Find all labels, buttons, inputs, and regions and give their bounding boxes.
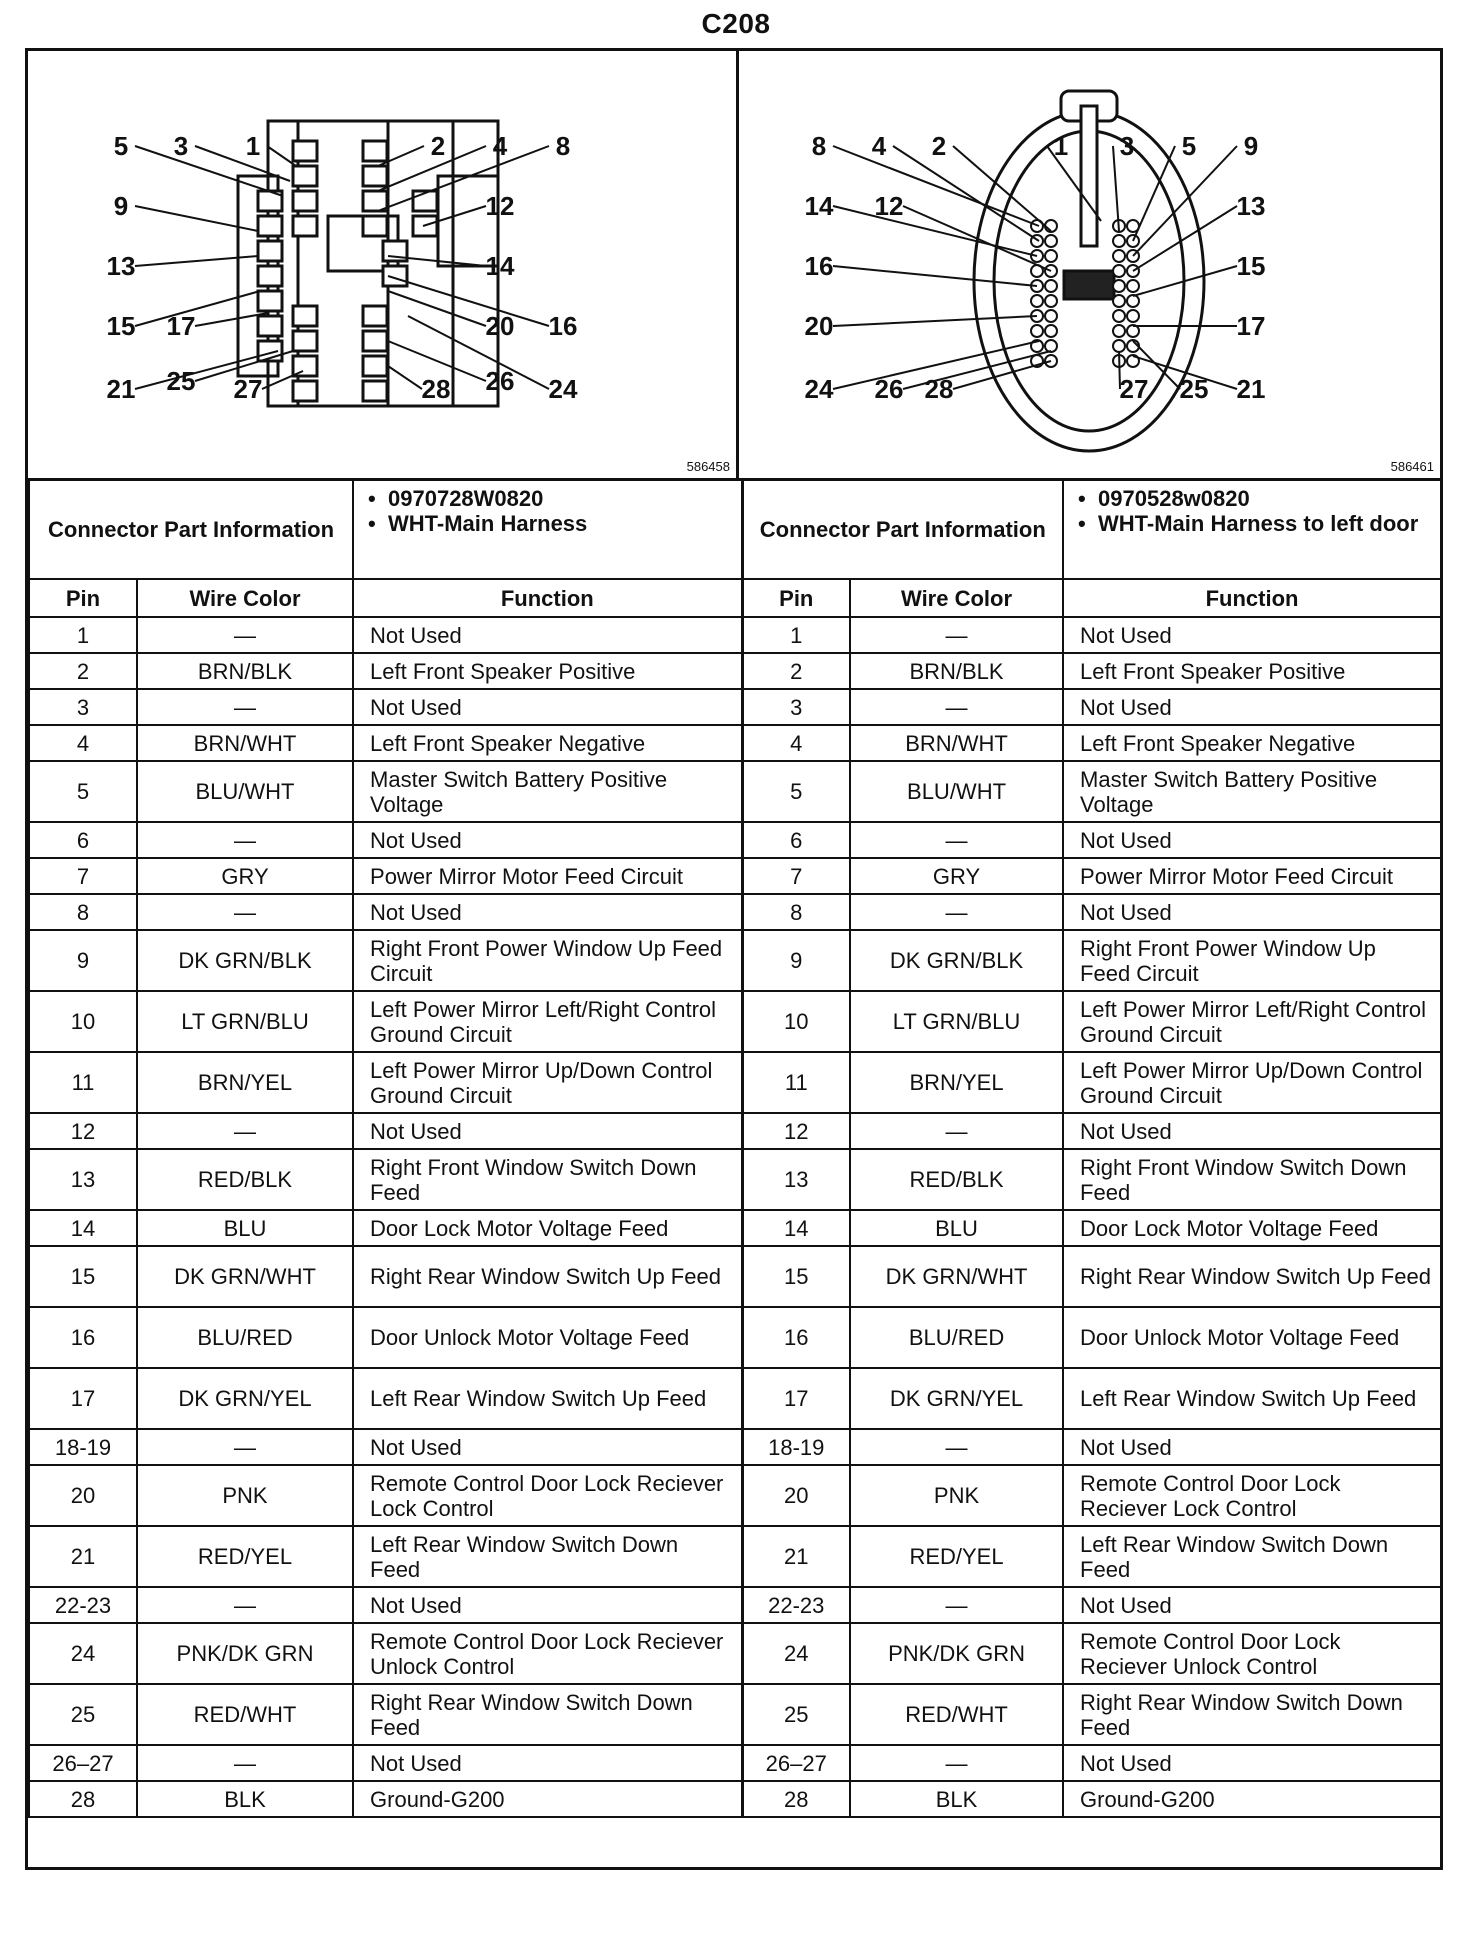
pin-label: 1	[1053, 131, 1069, 161]
pin-label: 28	[924, 374, 954, 404]
pin-cell: 11	[742, 1052, 850, 1113]
pin-cell: 14	[742, 1210, 850, 1246]
connector-frame	[25, 48, 1443, 1870]
pin-cell: 13	[29, 1149, 137, 1210]
cavity	[293, 216, 317, 236]
wire-color-cell: BRN/YEL	[850, 1052, 1063, 1113]
cavity	[1031, 295, 1043, 307]
pin-cell: 14	[29, 1210, 137, 1246]
table-row	[29, 725, 1441, 761]
col-pin: Pin	[742, 579, 850, 617]
wire-color-cell: —	[850, 617, 1063, 653]
cavity	[363, 216, 387, 236]
function-cell: Not Used	[353, 1429, 742, 1465]
wire-color-cell: —	[850, 689, 1063, 725]
table-row	[29, 1587, 1441, 1623]
right-connector-diagram	[739, 51, 1440, 478]
function-cell: Right Rear Window Switch Up Feed	[353, 1246, 742, 1307]
pin-cell: 2	[29, 653, 137, 689]
pin-cell: 28	[742, 1781, 850, 1817]
table-row	[29, 1781, 1441, 1817]
figure-id: 586458	[686, 459, 730, 474]
pin-label: 25	[1179, 374, 1209, 404]
right-part-number: • 0970528w0820	[1098, 486, 1432, 511]
wire-color-cell: GRY	[850, 858, 1063, 894]
cavity	[1113, 280, 1125, 292]
function-cell: Left Rear Window Switch Up Feed	[353, 1368, 742, 1429]
pin-cell: 8	[29, 894, 137, 930]
part-info-row	[29, 479, 1441, 579]
pin-cell: 6	[742, 822, 850, 858]
pin-cell: 7	[29, 858, 137, 894]
cavity	[1127, 280, 1139, 292]
pin-label: 21	[1236, 374, 1266, 404]
pin-label: 16	[548, 311, 578, 341]
function-cell: Power Mirror Motor Feed Circuit	[1063, 858, 1441, 894]
function-cell: Not Used	[1063, 822, 1441, 858]
table-row	[29, 1526, 1441, 1587]
wire-color-cell: —	[850, 1587, 1063, 1623]
wire-color-cell: DK GRN/WHT	[137, 1246, 353, 1307]
pin-cell: 4	[742, 725, 850, 761]
right-connector-drawing	[739, 51, 1440, 478]
wire-color-cell: —	[137, 1745, 353, 1781]
pin-label: 8	[811, 131, 827, 161]
pin-cell: 20	[742, 1465, 850, 1526]
cavity	[363, 331, 387, 351]
wire-color-cell: BLU	[850, 1210, 1063, 1246]
wire-color-cell: —	[137, 1429, 353, 1465]
cavity	[1045, 325, 1057, 337]
function-cell: Remote Control Door Lock Reciever Unlock Control	[353, 1623, 742, 1684]
wire-color-cell: —	[850, 1429, 1063, 1465]
function-cell: Not Used	[353, 689, 742, 725]
pinout-rows	[29, 617, 1441, 1817]
table-row	[29, 689, 1441, 725]
pin-cell: 1	[742, 617, 850, 653]
function-cell: Left Rear Window Switch Down Feed	[353, 1526, 742, 1587]
function-cell: Left Power Mirror Up/Down Control Ground Circuit	[1063, 1052, 1441, 1113]
cavity	[1045, 235, 1057, 247]
pin-cell: 12	[29, 1113, 137, 1149]
pin-cell: 26–27	[29, 1745, 137, 1781]
function-cell: Not Used	[353, 1745, 742, 1781]
function-cell: Not Used	[353, 1587, 742, 1623]
wire-color-cell: RED/WHT	[137, 1684, 353, 1745]
wire-color-cell: DK GRN/YEL	[137, 1368, 353, 1429]
function-cell: Left Front Speaker Negative	[353, 725, 742, 761]
pin-cell: 9	[29, 930, 137, 991]
pin-cell: 21	[29, 1526, 137, 1587]
left-part-number: • 0970728W0820	[388, 486, 733, 511]
pin-cell: 4	[29, 725, 137, 761]
cavity	[293, 141, 317, 161]
pin-cell: 18-19	[742, 1429, 850, 1465]
cavity	[1031, 325, 1043, 337]
cavity	[1113, 310, 1125, 322]
function-cell: Left Power Mirror Left/Right Control Ground Circuit	[353, 991, 742, 1052]
pin-cell: 3	[742, 689, 850, 725]
table-row	[29, 894, 1441, 930]
pin-cell: 24	[742, 1623, 850, 1684]
cavity	[293, 381, 317, 401]
table-row	[29, 991, 1441, 1052]
leader-line	[135, 256, 258, 266]
pin-label: 26	[485, 366, 515, 396]
pin-cell: 17	[742, 1368, 850, 1429]
pin-label: 1	[245, 131, 261, 161]
pin-cell: 20	[29, 1465, 137, 1526]
pin-cell: 5	[29, 761, 137, 822]
function-cell: Left Rear Window Switch Down Feed	[1063, 1526, 1441, 1587]
figure-id: 586461	[1390, 459, 1434, 474]
pin-cell: 21	[742, 1526, 850, 1587]
pin-label: 5	[1181, 131, 1197, 161]
function-cell: Master Switch Battery Positive Voltage	[1063, 761, 1441, 822]
table-row	[29, 1149, 1441, 1210]
table-row	[29, 617, 1441, 653]
wire-color-cell: RED/BLK	[850, 1149, 1063, 1210]
pin-cell: 22-23	[29, 1587, 137, 1623]
function-cell: Left Front Speaker Positive	[1063, 653, 1441, 689]
left-connector-diagram	[28, 51, 739, 478]
leader-line	[135, 206, 258, 231]
pin-cell: 22-23	[742, 1587, 850, 1623]
wire-color-cell: —	[137, 689, 353, 725]
function-cell: Left Power Mirror Left/Right Control Ground Circuit	[1063, 991, 1441, 1052]
function-cell: Left Front Speaker Negative	[1063, 725, 1441, 761]
pin-cell: 24	[29, 1623, 137, 1684]
wire-color-cell: RED/BLK	[137, 1149, 353, 1210]
pin-cell: 2	[742, 653, 850, 689]
function-cell: Master Switch Battery Positive Voltage	[353, 761, 742, 822]
function-cell: Remote Control Door Lock Reciever Lock Control	[353, 1465, 742, 1526]
wire-color-cell: DK GRN/WHT	[850, 1246, 1063, 1307]
left-part-info	[353, 479, 742, 579]
function-cell: Left Rear Window Switch Up Feed	[1063, 1368, 1441, 1429]
pin-label: 17	[1236, 311, 1266, 341]
pin-label: 12	[874, 191, 904, 221]
table-row	[29, 1745, 1441, 1781]
pin-cell: 3	[29, 689, 137, 725]
cavity	[1045, 340, 1057, 352]
wire-color-cell: DK GRN/YEL	[850, 1368, 1063, 1429]
pin-cell: 11	[29, 1052, 137, 1113]
pin-label: 17	[166, 311, 196, 341]
leader-line	[135, 291, 260, 326]
wire-color-cell: BLU/WHT	[137, 761, 353, 822]
cavity	[1113, 295, 1125, 307]
wire-color-cell: BLU/RED	[137, 1307, 353, 1368]
function-cell: Not Used	[353, 617, 742, 653]
pin-label: 27	[233, 374, 263, 404]
wire-color-cell: BRN/YEL	[137, 1052, 353, 1113]
pin-cell: 5	[742, 761, 850, 822]
function-cell: Not Used	[1063, 1113, 1441, 1149]
wire-color-cell: —	[850, 1113, 1063, 1149]
function-cell: Right Front Power Window Up Feed Circuit	[1063, 930, 1441, 991]
pin-label: 4	[492, 131, 508, 161]
pin-label: 28	[421, 374, 451, 404]
function-cell: Right Rear Window Switch Down Feed	[353, 1684, 742, 1745]
wire-color-cell: BRN/BLK	[850, 653, 1063, 689]
wire-color-cell: PNK	[850, 1465, 1063, 1526]
wire-color-cell: LT GRN/BLU	[137, 991, 353, 1052]
function-cell: Right Rear Window Switch Down Feed	[1063, 1684, 1441, 1745]
left-connector-drawing	[28, 51, 733, 478]
table-row	[29, 930, 1441, 991]
pin-cell: 28	[29, 1781, 137, 1817]
function-cell: Left Power Mirror Up/Down Control Ground Circuit	[353, 1052, 742, 1113]
pin-label: 14	[485, 251, 515, 281]
col-pin: Pin	[29, 579, 137, 617]
table-row	[29, 1465, 1441, 1526]
cavity	[258, 291, 282, 311]
cavity	[363, 141, 387, 161]
function-cell: Not Used	[353, 1113, 742, 1149]
function-cell: Not Used	[1063, 689, 1441, 725]
right-part-info-label: Connector Part Information	[742, 479, 1063, 579]
cavity	[1045, 295, 1057, 307]
table-row	[29, 1684, 1441, 1745]
right-harness: • WHT-Main Harness to left door	[1098, 511, 1432, 536]
function-cell: Door Unlock Motor Voltage Feed	[353, 1307, 742, 1368]
wire-color-cell: —	[850, 1745, 1063, 1781]
pin-label: 14	[804, 191, 834, 221]
function-cell: Power Mirror Motor Feed Circuit	[353, 858, 742, 894]
pin-label: 25	[166, 366, 196, 396]
cavity	[1045, 310, 1057, 322]
pin-cell: 8	[742, 894, 850, 930]
cavity	[363, 381, 387, 401]
wire-color-cell: PNK/DK GRN	[850, 1623, 1063, 1684]
pin-cell: 15	[29, 1246, 137, 1307]
wire-color-cell: BLU/RED	[850, 1307, 1063, 1368]
pin-label: 24	[804, 374, 834, 404]
pin-label: 8	[555, 131, 571, 161]
wire-color-cell: PNK/DK GRN	[137, 1623, 353, 1684]
function-cell: Not Used	[1063, 1587, 1441, 1623]
wire-color-cell: BLK	[850, 1781, 1063, 1817]
wire-color-cell: —	[137, 894, 353, 930]
pin-label: 4	[871, 131, 887, 161]
pin-label: 15	[106, 311, 136, 341]
pin-label: 24	[548, 374, 578, 404]
cavity	[1127, 310, 1139, 322]
pin-label: 9	[113, 191, 129, 221]
pin-label: 16	[804, 251, 834, 281]
wire-color-cell: DK GRN/BLK	[137, 930, 353, 991]
cavity	[1113, 235, 1125, 247]
table-row	[29, 858, 1441, 894]
function-cell: Ground-G200	[1063, 1781, 1441, 1817]
pin-cell: 16	[742, 1307, 850, 1368]
wire-color-cell: RED/YEL	[850, 1526, 1063, 1587]
function-cell: Not Used	[1063, 1429, 1441, 1465]
pin-cell: 25	[29, 1684, 137, 1745]
wire-color-cell: BLK	[137, 1781, 353, 1817]
table-row	[29, 1307, 1441, 1368]
pin-label: 13	[106, 251, 136, 281]
pin-label: 13	[1236, 191, 1266, 221]
table-row	[29, 1113, 1441, 1149]
wire-color-cell: LT GRN/BLU	[850, 991, 1063, 1052]
cavity	[258, 216, 282, 236]
table-row	[29, 1623, 1441, 1684]
cavity	[258, 316, 282, 336]
pin-cell: 17	[29, 1368, 137, 1429]
function-cell: Door Unlock Motor Voltage Feed	[1063, 1307, 1441, 1368]
function-cell: Not Used	[353, 894, 742, 930]
wire-color-cell: —	[137, 617, 353, 653]
wire-color-cell: BRN/WHT	[137, 725, 353, 761]
pin-label: 20	[804, 311, 834, 341]
cavity	[363, 306, 387, 326]
pinout-table	[28, 478, 1442, 1818]
wire-color-cell: —	[850, 894, 1063, 930]
wire-color-cell: BRN/WHT	[850, 725, 1063, 761]
wire-color-cell: —	[137, 822, 353, 858]
function-cell: Remote Control Door Lock Reciever Unlock Control	[1063, 1623, 1441, 1684]
pin-cell: 10	[29, 991, 137, 1052]
connector-diagrams	[28, 51, 1440, 481]
cavity	[383, 266, 407, 286]
wire-color-cell: BRN/BLK	[137, 653, 353, 689]
pin-cell: 1	[29, 617, 137, 653]
pin-cell: 7	[742, 858, 850, 894]
wire-color-cell: —	[137, 1113, 353, 1149]
wire-color-cell: —	[850, 822, 1063, 858]
function-cell: Right Rear Window Switch Up Feed	[1063, 1246, 1441, 1307]
col-function: Function	[353, 579, 742, 617]
left-harness: • WHT-Main Harness	[388, 511, 733, 536]
function-cell: Right Front Window Switch Down Feed	[1063, 1149, 1441, 1210]
table-row	[29, 822, 1441, 858]
function-cell: Right Front Window Switch Down Feed	[353, 1149, 742, 1210]
right-part-info	[1063, 479, 1441, 579]
pin-label: 21	[106, 374, 136, 404]
pin-label: 2	[931, 131, 947, 161]
cavity	[293, 191, 317, 211]
cavity	[293, 166, 317, 186]
pin-label: 9	[1243, 131, 1259, 161]
table-row	[29, 1246, 1441, 1307]
cavity	[293, 331, 317, 351]
left-part-info-label: Connector Part Information	[29, 479, 353, 579]
table-row	[29, 1052, 1441, 1113]
table-row	[29, 761, 1441, 822]
column-header-row	[29, 579, 1441, 617]
wire-color-cell: GRY	[137, 858, 353, 894]
pin-label: 27	[1119, 374, 1149, 404]
pin-cell: 12	[742, 1113, 850, 1149]
wire-color-cell: RED/YEL	[137, 1526, 353, 1587]
wire-color-cell: RED/WHT	[850, 1684, 1063, 1745]
cavity	[1113, 265, 1125, 277]
function-cell: Not Used	[1063, 894, 1441, 930]
function-cell: Not Used	[1063, 617, 1441, 653]
cavity	[1045, 250, 1057, 262]
pin-label: 15	[1236, 251, 1266, 281]
function-cell: Right Front Power Window Up Feed Circuit	[353, 930, 742, 991]
pin-label: 2	[430, 131, 446, 161]
pin-cell: 6	[29, 822, 137, 858]
table-row	[29, 1368, 1441, 1429]
pin-label: 3	[173, 131, 189, 161]
pin-cell: 26–27	[742, 1745, 850, 1781]
function-cell: Remote Control Door Lock Reciever Lock Control	[1063, 1465, 1441, 1526]
col-function: Function	[1063, 579, 1441, 617]
wire-color-cell: BLU/WHT	[850, 761, 1063, 822]
cavity	[258, 266, 282, 286]
pin-label: 26	[874, 374, 904, 404]
wire-color-cell: —	[137, 1587, 353, 1623]
table-row	[29, 653, 1441, 689]
col-wire-color: Wire Color	[137, 579, 353, 617]
pin-label: 20	[485, 311, 515, 341]
pin-cell: 9	[742, 930, 850, 991]
function-cell: Not Used	[353, 822, 742, 858]
pin-cell: 25	[742, 1684, 850, 1745]
function-cell: Not Used	[1063, 1745, 1441, 1781]
function-cell: Left Front Speaker Positive	[353, 653, 742, 689]
cavity	[258, 241, 282, 261]
cavity	[1113, 340, 1125, 352]
function-cell: Door Lock Motor Voltage Feed	[1063, 1210, 1441, 1246]
col-wire-color: Wire Color	[850, 579, 1063, 617]
pin-label: 5	[113, 131, 129, 161]
cavity	[1113, 325, 1125, 337]
page-title: C208	[701, 8, 771, 39]
pin-cell: 13	[742, 1149, 850, 1210]
pin-label: 12	[485, 191, 515, 221]
cavity	[1113, 250, 1125, 262]
cavity	[293, 306, 317, 326]
wire-color-cell: PNK	[137, 1465, 353, 1526]
wire-color-cell: DK GRN/BLK	[850, 930, 1063, 991]
table-row	[29, 1429, 1441, 1465]
pin-cell: 18-19	[29, 1429, 137, 1465]
pin-cell: 10	[742, 991, 850, 1052]
table-row	[29, 1210, 1441, 1246]
cavity	[1127, 295, 1139, 307]
pin-label: 3	[1119, 131, 1135, 161]
pin-cell: 15	[742, 1246, 850, 1307]
cavity	[1045, 280, 1057, 292]
function-cell: Ground-G200	[353, 1781, 742, 1817]
pin-cell: 16	[29, 1307, 137, 1368]
cavity	[363, 166, 387, 186]
cavity	[363, 356, 387, 376]
wire-color-cell: BLU	[137, 1210, 353, 1246]
function-cell: Door Lock Motor Voltage Feed	[353, 1210, 742, 1246]
